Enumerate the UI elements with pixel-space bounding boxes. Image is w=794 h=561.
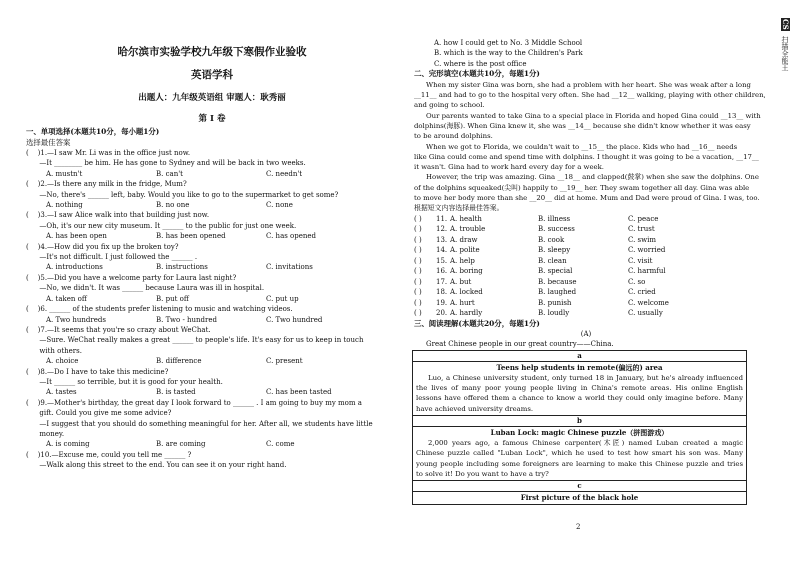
question-line: —Sure. WeChat really makes a great ______ to people's life. It's easy for us to keep in touch — [26, 336, 364, 345]
option[interactable]: A. taken off — [46, 294, 87, 303]
question-line: ( )8.—Do I have to take this medicine? — [26, 367, 169, 376]
question-item — [26, 242, 398, 273]
option[interactable]: A. trouble — [450, 225, 486, 234]
option[interactable]: A. tastes — [46, 388, 77, 397]
question-number: 13. — [436, 235, 448, 244]
option-row — [26, 356, 398, 366]
question-item — [26, 148, 398, 179]
option[interactable]: B. success — [538, 225, 575, 234]
option[interactable]: A. has been open — [46, 232, 107, 241]
option-row — [26, 169, 398, 179]
scanner-logo: CS — [781, 19, 790, 30]
question-line: ( )1.—I saw Mr. Li was in the office just now. — [26, 149, 191, 157]
answer-paren[interactable]: ( ) — [414, 277, 422, 286]
question-line: ( )7.—It seems that you're so crazy about WeChat. — [26, 325, 211, 334]
question-line: —It's not difficult. I just followed the ______ . — [26, 253, 198, 262]
cloze-line: it wasn't. Gina had to work hard every day for a week. — [414, 163, 604, 172]
volume-title: 第 I 卷 — [198, 114, 226, 124]
cloze-option-row — [414, 308, 758, 319]
cloze-option-row — [414, 214, 758, 225]
option[interactable]: B. is tasted — [156, 388, 196, 397]
cloze-line: When my sister Gina was born, she had a problem with her heart. She was weak after a long — [426, 80, 751, 89]
cloze-option-row — [414, 287, 758, 298]
question-number: 20. — [436, 309, 448, 318]
option[interactable]: C. invitations — [266, 263, 313, 272]
option[interactable]: B. Two - hundred — [156, 315, 218, 324]
option[interactable]: B. laughed — [538, 288, 577, 297]
option[interactable]: A. nothing — [46, 201, 83, 210]
scanner-watermark — [772, 18, 790, 71]
scanner-text: 扫描全能王 — [781, 35, 789, 71]
cloze-option-row — [414, 256, 758, 267]
question-line: ( )6. ______ of the students prefer listening to music and watching videos. — [26, 305, 293, 314]
question-line: —Walk along this street to the end. You can see it on your right hand. — [26, 461, 287, 470]
option[interactable]: A. choice — [46, 357, 79, 366]
question-item — [26, 304, 398, 325]
option[interactable]: B. special — [538, 267, 573, 276]
cloze-line: to move her body more than she __20__ did at home. Mum and Dad were proud of Gina. I was, too. — [414, 193, 760, 202]
option[interactable]: C. present — [266, 357, 303, 366]
option[interactable]: A. how I could get to No. 3 Middle School — [434, 39, 583, 47]
cloze-option-row — [414, 235, 758, 246]
question-line: —I suggest that you should do something meaningful for her. After all, we students have little — [26, 419, 373, 428]
question-number: 14. — [436, 246, 448, 255]
answer-paren[interactable]: ( ) — [414, 246, 422, 255]
question-number: 19. — [436, 298, 448, 307]
question-item — [26, 210, 398, 241]
box-b-title: Luban Lock: magic Chinese puzzle（拼图游戏） — [490, 428, 669, 438]
question-item — [26, 450, 398, 471]
q10-options — [414, 38, 758, 69]
reading-box — [412, 350, 747, 505]
option[interactable]: A. is coming — [46, 440, 90, 449]
reading-label: (A) — [580, 330, 592, 339]
option[interactable]: C. put up — [266, 294, 299, 303]
option[interactable]: C. none — [266, 201, 293, 210]
answer-paren[interactable]: ( ) — [414, 309, 422, 318]
cloze-line: dolphins(海豚). When Gina knew it, she was __14__ because she didn't know whether it was easy — [414, 121, 751, 130]
question-line: —Oh, it's our new city museum. It ______ to the public for just one week. — [26, 221, 297, 230]
option[interactable]: B. because — [538, 277, 577, 286]
question-line: ( )3.—I saw Alice walk into that building just now. — [26, 211, 210, 220]
section1-heading: 一、单项选择(本题共10分，每小题1分) — [26, 127, 160, 136]
option[interactable]: C. welcome — [628, 298, 669, 307]
question-item — [26, 367, 398, 398]
option[interactable]: C. where is the post office — [434, 59, 527, 68]
box-c-label: c — [413, 480, 746, 492]
option-row — [26, 231, 398, 241]
cloze-line: 根据短文内容选择最佳答案。 — [414, 204, 504, 213]
option[interactable]: B. clean — [538, 256, 567, 265]
box-a-title: Teens help students in remote(偏远的) area — [496, 362, 663, 372]
option[interactable]: C. cried — [628, 288, 656, 297]
question-item — [26, 179, 398, 210]
cloze-option-row — [414, 298, 758, 309]
cloze-option-row — [414, 277, 758, 288]
question-number: 11. — [436, 214, 448, 223]
question-line: money. — [26, 429, 65, 438]
option[interactable]: C. worried — [628, 246, 666, 255]
section2-heading: 二、完形填空(本题共10分，每题1分) — [414, 69, 540, 79]
question-line: gift. Could you give me some advice? — [26, 409, 172, 418]
cloze-passage — [414, 80, 766, 214]
option[interactable]: B. can't — [156, 169, 183, 178]
box-b-text: 2,000 years ago, a famous Chinese carpenter(木匠) named Luban created a magic Chinese puzzle called "Luban Lock", which he used to test how smart his son was. Many young people including some foreigners are learning to make this Chinese puzzle and tries to solve it! Do you want to have a try? — [416, 439, 743, 478]
box-a-text: Luo, a Chinese university student, only turned 18 in January, but he's already influenced the lives of many poor young people living in China's remote areas. His online English lessons have offered them a chance to know a world they could only imagine before. Many have achieved university dreams. — [416, 373, 743, 413]
cloze-line: like Gina could come and spend time with dolphins. I thought it was going to be a vacation, __17__ — [414, 152, 759, 161]
page-number: 2 — [576, 523, 581, 531]
question-item — [26, 273, 398, 304]
option[interactable]: A. Two hundreds — [46, 315, 106, 324]
option-row — [26, 439, 398, 449]
option[interactable]: A. mustn't — [46, 169, 83, 178]
section1-subheading: 选择最佳答案 — [26, 137, 71, 147]
option[interactable]: C. trust — [628, 225, 655, 234]
option[interactable]: B. cook — [538, 235, 565, 244]
answer-paren[interactable]: ( ) — [414, 298, 422, 307]
option[interactable]: B. loudly — [538, 309, 570, 318]
option[interactable]: C. has opened — [266, 232, 317, 241]
question-item — [26, 325, 398, 367]
question-item — [26, 398, 398, 450]
question-line: —No, we didn't. It was ______ because Laura was ill in hospital. — [26, 284, 265, 293]
option[interactable]: A. help — [450, 256, 475, 265]
answer-paren[interactable]: ( ) — [414, 214, 422, 223]
authors-line: 出题人：九年级英语组 审题人：耿秀丽 — [138, 93, 286, 103]
exam-title: 哈尔滨市实验学校九年级下寒假作业验收 — [117, 46, 307, 58]
option[interactable]: A. boring — [450, 267, 483, 276]
question-number: 18. — [436, 288, 448, 297]
answer-paren[interactable]: ( ) — [414, 225, 422, 234]
option-row — [26, 315, 398, 325]
answer-paren[interactable]: ( ) — [414, 288, 422, 297]
cloze-line: and going to school. — [414, 101, 485, 110]
option[interactable]: A. but — [450, 277, 472, 286]
question-line: ( )9.—Mother's birthday, the great day I look forward to ______ . I am going to buy my mom a — [26, 398, 362, 407]
question-line: with others. — [26, 346, 82, 355]
question-line: ( )4.—How did you fix up the broken toy? — [26, 242, 179, 251]
option[interactable]: A. locked — [450, 288, 483, 297]
option[interactable]: B. are coming — [156, 440, 206, 449]
question-number: 15. — [436, 256, 448, 265]
option[interactable]: C. come — [266, 440, 295, 449]
option-row — [26, 387, 398, 397]
option-row — [26, 200, 398, 210]
option[interactable]: B. sleepy — [538, 246, 571, 255]
option[interactable]: A. hardly — [450, 309, 483, 318]
option[interactable]: C. usually — [628, 309, 663, 318]
option[interactable]: A. draw — [450, 235, 478, 244]
question-line: —It ______ so terrible, but it is good for your health. — [26, 377, 223, 386]
option[interactable]: B. punish — [538, 298, 572, 307]
box-b-label: b — [413, 415, 746, 427]
option[interactable]: C. harmful — [628, 267, 666, 276]
cloze-line: Our parents wanted to take Gina to a special place in Florida and hoped Gina could __13__ with — [426, 111, 761, 120]
option[interactable]: A. health — [450, 214, 482, 223]
option[interactable]: C. swim — [628, 235, 657, 244]
question-number: 16. — [436, 267, 448, 276]
option[interactable]: C. visit — [628, 256, 653, 265]
cloze-option-row — [414, 224, 758, 235]
option[interactable]: C. needn't — [266, 169, 303, 178]
cloze-line: of the dolphins squeaked(尖叫) happily to __19__ her. They swam together all day. Gina was able — [414, 183, 750, 192]
answer-paren[interactable]: ( ) — [414, 267, 422, 276]
section3-heading: 三、阅读理解(本题共20分，每题1分) — [414, 318, 540, 328]
option[interactable]: C. Two hundred — [266, 315, 323, 324]
question-line: ( )5.—Did you have a welcome party for Laura last night? — [26, 273, 237, 282]
question-line: —No, there's ______ left, baby. Would you like to go to the supermarket to get some? — [26, 190, 339, 199]
answer-paren[interactable]: ( ) — [414, 256, 422, 265]
option[interactable]: B. has been opened — [156, 232, 226, 241]
cloze-option-row — [414, 266, 758, 277]
option[interactable]: B. illness — [538, 214, 571, 223]
subject-title: 英语学科 — [191, 69, 233, 81]
box-a-label: a — [413, 351, 746, 362]
option[interactable]: B. difference — [156, 357, 202, 366]
option[interactable]: C. so — [628, 277, 646, 286]
cloze-line: However, the trip was amazing. Gina __18__ and clapped(鼓掌) when she saw the dolphins. One — [426, 173, 759, 182]
option[interactable]: B. no one — [156, 201, 190, 210]
cloze-options — [414, 214, 758, 319]
cloze-line: to be around dolphins. — [414, 132, 493, 141]
cloze-option-row — [414, 245, 758, 256]
answer-paren[interactable]: ( ) — [414, 235, 422, 244]
question-number: 12. — [436, 225, 448, 234]
option[interactable]: B. which is the way to the Children's Park — [434, 49, 583, 58]
option-row — [26, 262, 398, 272]
reading-intro: Great Chinese people in our great country——China. — [426, 340, 614, 349]
option[interactable]: A. hurt — [450, 298, 475, 307]
option[interactable]: C. has been tasted — [266, 388, 332, 397]
question-list — [26, 148, 398, 471]
option[interactable]: A. polite — [450, 246, 480, 255]
option[interactable]: A. introductions — [46, 263, 103, 272]
question-number: 17. — [436, 277, 448, 286]
option-row — [26, 294, 398, 304]
option[interactable]: B. put off — [156, 294, 189, 303]
question-line: —It ________ be him. He has gone to Sydney and will be back in two weeks. — [26, 159, 306, 168]
cloze-line: __11__ and had to go to the hospital very often. She had __12__ walking, playing with other children, — [414, 91, 766, 100]
question-line: ( )10.—Excuse me, could you tell me ______ ? — [26, 450, 192, 459]
box-c-title: First picture of the black hole — [520, 493, 639, 503]
option[interactable]: C. peace — [628, 214, 659, 223]
cloze-line: When we got to Florida, we couldn't wait to __15__ the place. Kids who had __16__ needs — [426, 142, 738, 151]
option[interactable]: B. instructions — [156, 263, 208, 272]
question-line: ( )2.—Is there any milk in the fridge, Mum? — [26, 180, 187, 189]
right-page — [404, 0, 764, 561]
